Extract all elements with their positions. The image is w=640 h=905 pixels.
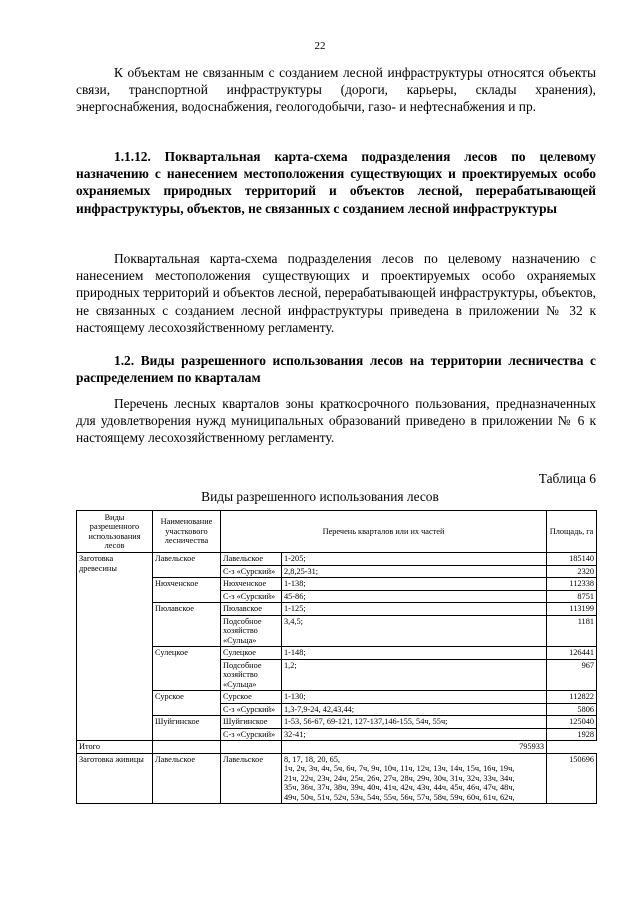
table-row: [77, 553, 597, 566]
area-cell: 5806: [547, 703, 597, 716]
district-cell: Сурское: [153, 691, 221, 716]
header-quarters: Перечень кварталов или их частей: [221, 511, 547, 553]
table-row: [77, 753, 597, 804]
subdistrict-cell: Сурское: [221, 691, 282, 704]
subdistrict-cell: С-з «Сурский»: [221, 590, 282, 603]
table-row: [77, 691, 597, 704]
table-caption: Таблица 6: [538, 471, 596, 486]
quarters-cell: 1-125;: [282, 603, 547, 616]
area-cell: 967: [547, 659, 597, 691]
subdistrict-cell: Нюхченское: [221, 578, 282, 591]
header-district: Наименование участкового лесничества: [153, 511, 221, 553]
section-heading-1-1-12: 1.1.12. Поквартальная карта-схема подразделения лесов по целевому назначению с нанесением местоположения существующих и проектируемых особо охраняемых природных территорий и объектов лесной, перерабатывающей инфраструктуры, объектов, не связанных с созданием лесной инфраструктуры: [76, 149, 596, 216]
table-row: [77, 578, 597, 591]
quarters-cell: 45-86;: [282, 590, 547, 603]
paragraph-map-scheme: Поквартальная карта-схема подразделения лесов по целевому назначению с нанесением местоположения существующих и проектируемых особо охраняемых природных территорий и объектов лесной, перерабатывающей инфраструктуры, объектов, не связанных с созданием лесной инфраструктуры приведена в приложении № 32 к настоящему лесохозяйственному регламенту.: [76, 251, 596, 335]
quarters-cell: 32-41;: [282, 728, 547, 741]
area-cell: 125040: [547, 716, 597, 729]
subdistrict-cell: Подсобное хозяйство «Сульца»: [221, 659, 282, 691]
area-cell: 2320: [547, 565, 597, 578]
subdistrict-cell: Шуйгинское: [221, 716, 282, 729]
area-cell: 113199: [547, 603, 597, 616]
area-cell: 112338: [547, 578, 597, 591]
total-area: 795933: [282, 741, 547, 754]
quarters-cell: 2,8,25-31;: [282, 565, 547, 578]
section-heading-1-2: 1.2. Виды разрешенного использования лесов на территории лесничества с распределением по кварталам: [76, 353, 596, 386]
total-label: Итого: [77, 741, 153, 754]
paragraph-quarter-list: Перечень лесных кварталов зоны краткосрочного пользования, предназначенных для удовлетворения нужд муниципальных образований приведено в приложении № 6 к настоящему лесохозяйственному регламенту.: [76, 396, 596, 446]
subdistrict-cell: Пюлавское: [221, 603, 282, 616]
district-cell: Шуйгинское: [153, 716, 221, 741]
quarters-cell: 1-138;: [282, 578, 547, 591]
quarters-cell: 1-148;: [282, 647, 547, 660]
district-cell: Лавельское: [153, 553, 221, 578]
page-number: 22: [314, 40, 326, 52]
empty-cell: [221, 741, 282, 754]
area-cell: 150696: [547, 753, 597, 804]
table-title: Виды разрешенного использования лесов: [201, 489, 439, 504]
paragraph-infrastructure-objects: К объектам не связанным с созданием лесной инфраструктуры относятся объекты связи, транспортной инфраструктуры (дороги, карьеры, склады хранения), энергоснабжения, водоснабжения, геологодобычи, газо- и нефтеснабжения и пр.: [76, 65, 596, 115]
district-cell: Лавельское: [153, 753, 221, 804]
use-type-cell: Заготовка древесины: [77, 553, 153, 741]
quarters-cell: 1,2;: [282, 659, 547, 691]
area-cell: 112822: [547, 691, 597, 704]
subdistrict-cell: С-з «Сурский»: [221, 728, 282, 741]
quarters-cell: 1-205;: [282, 553, 547, 566]
subdistrict-cell: Лавельское: [221, 553, 282, 566]
quarters-cell: 1-130;: [282, 691, 547, 704]
district-cell: Пюлавское: [153, 603, 221, 647]
area-cell: 1928: [547, 728, 597, 741]
area-cell: 185140: [547, 553, 597, 566]
table-total-row: [77, 741, 597, 754]
table-row: [77, 716, 597, 729]
district-cell: Сулецкое: [153, 647, 221, 691]
quarters-cell: 1,3-7,9-24, 42,43,44;: [282, 703, 547, 716]
subdistrict-cell: Сулецкое: [221, 647, 282, 660]
area-cell: 126441: [547, 647, 597, 660]
table-row: [77, 603, 597, 616]
header-area: Площадь, га: [547, 511, 597, 553]
table-row: [77, 647, 597, 660]
area-cell: 1181: [547, 615, 597, 647]
subdistrict-cell: С-з «Сурский»: [221, 703, 282, 716]
use-type-cell: Заготовка живицы: [77, 753, 153, 804]
quarters-cell: 1-53, 56-67, 69-121, 127-137,146-155, 54ч, 55ч;: [282, 716, 547, 729]
header-use-type: Виды разрешенного использования лесов: [77, 511, 153, 553]
subdistrict-cell: Подсобное хозяйство «Сульца»: [221, 615, 282, 647]
district-cell: Нюхченское: [153, 578, 221, 603]
subdistrict-cell: Лавельское: [221, 753, 282, 804]
area-cell: 8751: [547, 590, 597, 603]
quarters-cell: 3,4,5;: [282, 615, 547, 647]
permitted-use-table: [76, 510, 597, 804]
quarters-cell: 8, 17, 18, 20, 65, 1ч, 2ч, 3ч, 4ч, 5ч, 6ч, 7ч, 9ч, 10ч, 11ч, 12ч, 13ч, 14ч, 15ч, 16ч, 19ч, 21ч, 22ч, 23ч, 24ч, 25ч, 26ч, 27ч, 28ч, 29ч, 30ч, 31ч, 32ч, 33ч, 34ч, 35ч, 36ч, 37ч, 38ч, 39ч, 40ч, 41ч, 42ч, 43ч, 44ч, 45ч, 46ч, 47ч, 48ч, 49ч, 50ч, 51ч, 52ч, 53ч, 54ч, 55ч, 56ч, 57ч, 58ч, 59ч, 60ч, 61ч, 62ч,: [282, 753, 547, 804]
empty-cell: [153, 741, 221, 754]
subdistrict-cell: С-з «Сурский»: [221, 565, 282, 578]
